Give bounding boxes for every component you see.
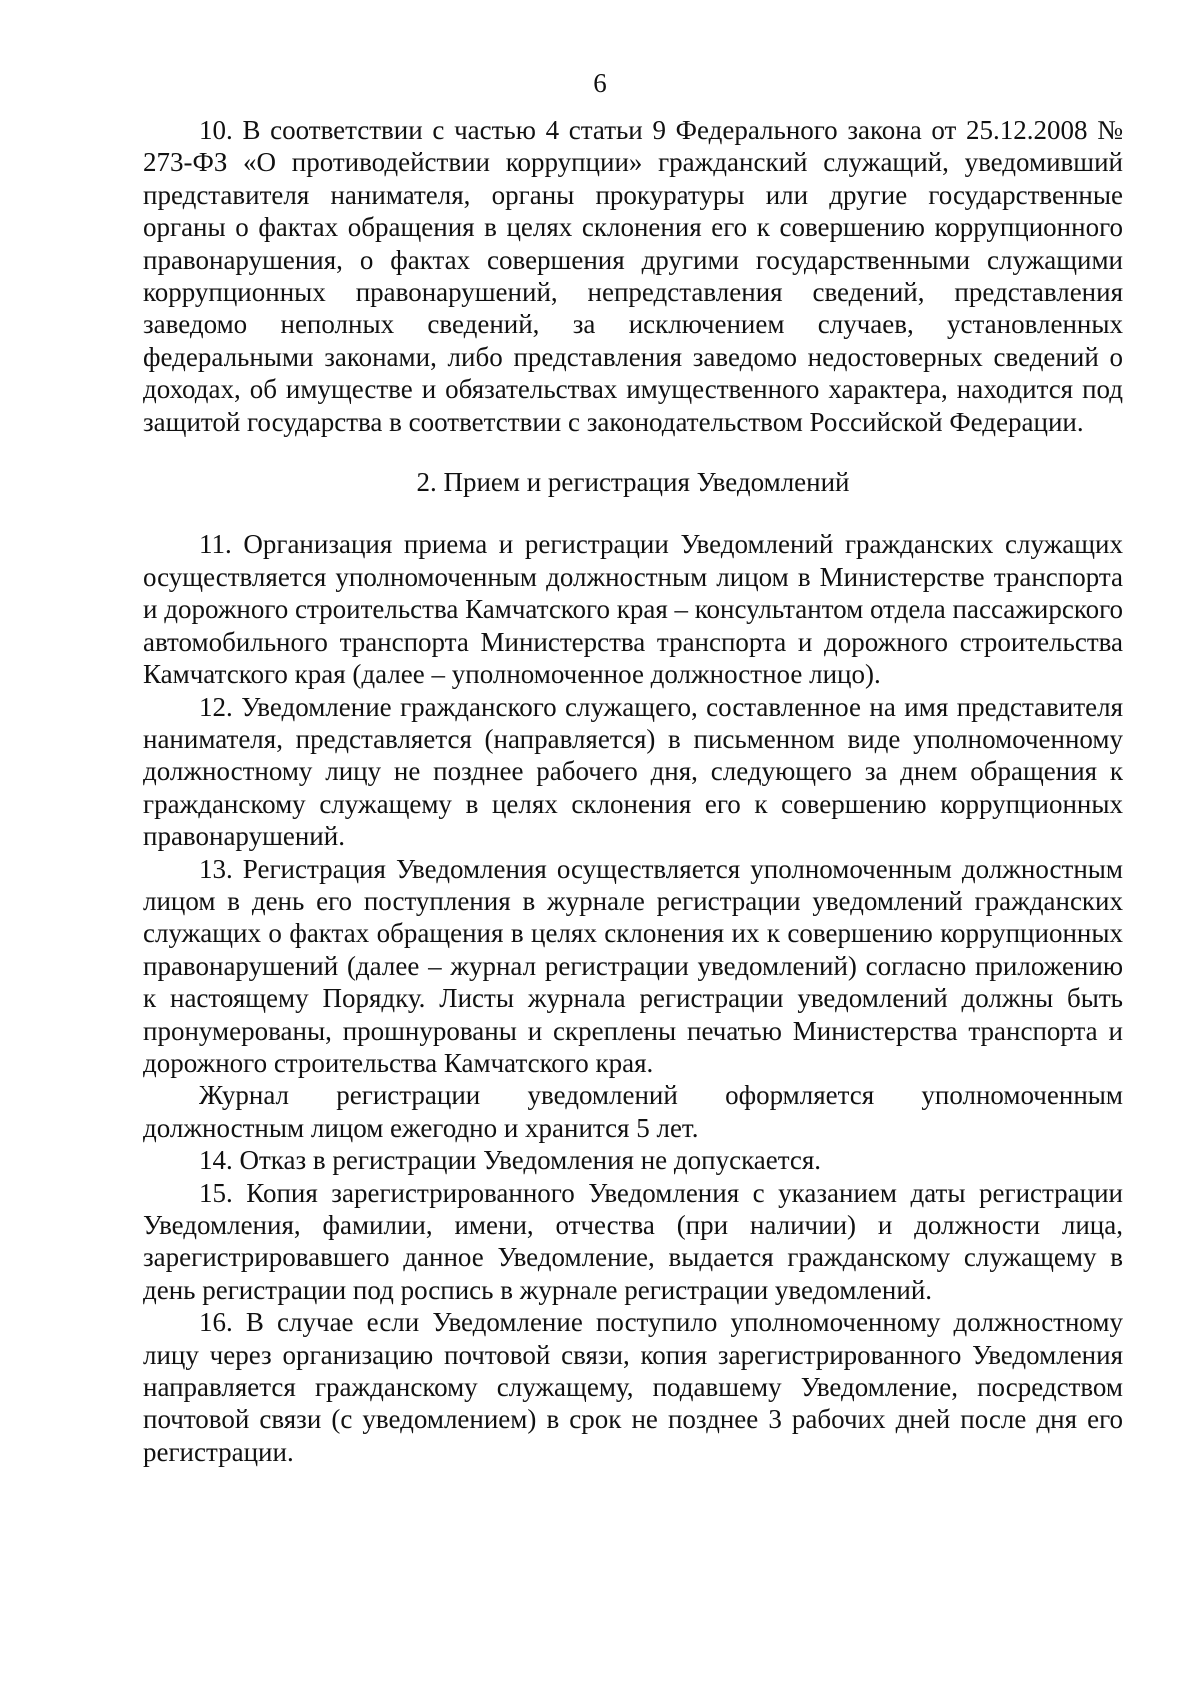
document-body xyxy=(143,114,1123,1468)
paragraph-journal: Журнал регистрации уведомлений оформляется уполномоченным должностным лицом ежегодно и хранится 5 лет. xyxy=(143,1080,1123,1143)
paragraph-12: 12. Уведомление гражданского служащего, составленное на имя представителя нанимателя, представляется (направляется) в письменном виде уполномоченному должностному лицу не позднее рабочего дня, следующего за днем обращения к гражданскому служащему в целях склонения его к совершению коррупционных правонарушений. xyxy=(143,691,1123,852)
paragraph-16: 16. В случае если Уведомление поступило уполномоченному должностному лицу через организацию почтовой связи, копия зарегистрированного Уведомления направляется гражданскому служащему, подавшему Уведомление, посредством почтовой связи (с уведомлением) в срок не позднее 3 рабочих дней после дня его регистрации. xyxy=(143,1307,1123,1467)
paragraph-11: 11. Организация приема и регистрации Уведомлений гражданских служащих осуществляется уполномоченным должностным лицом в Министерстве транспорта и дорожного строительства Камчатского края – консультантом отдела пассажирского автомобильного транспорта Министерства транспорта и дорожного строительства Камчатского края (далее – уполномоченное должностное лицо). xyxy=(143,529,1123,690)
section-heading: 2. Прием и регистрация Уведомлений xyxy=(416,467,850,498)
paragraph-14: 14. Отказ в регистрации Уведомления не допускается. xyxy=(199,1145,822,1176)
paragraph-13: 13. Регистрация Уведомления осуществляется уполномоченным должностным лицом в день его поступления в журнале регистрации уведомлений гражданских служащих о фактах обращения в целях склонения их к совершению коррупционных правонарушений (далее – журнал регистрации уведомлений) согласно приложению к настоящему Порядку. Листы журнала регистрации уведомлений должны быть пронумерованы, прошнурованы и скреплены печатью Министерства транспорта и дорожного строительства Камчатского края. xyxy=(143,853,1123,1078)
page-number: 6 xyxy=(593,68,607,98)
paragraph-15: 15. Копия зарегистрированного Уведомления с указанием даты регистрации Уведомления, фамилии, имени, отчества (при наличии) и должности лица, зарегистрировавшего данное Уведомление, выдается гражданскому служащему в день регистрации под роспись в журнале регистрации уведомлений. xyxy=(143,1177,1123,1305)
paragraph-10: 10. В соответствии с частью 4 статьи 9 Федерального закона от 25.12.2008 № 273-ФЗ «О противодействии коррупции» гражданский служащий, уведомивший представителя нанимателя, органы прокуратуры или другие государственные органы о фактах обращения в целях склонения его к совершению коррупционного правонарушения, о фактах совершения другими государственными служащими коррупционных правонарушений, непредставления сведений, представления заведомо неполных сведений, за исключением случаев, установленных федеральными законами, либо представления заведомо недостоверных сведений о доходах, об имуществе и обязательствах имущественного характера, находится под защитой государства в соответствии с законодательством Российской Федерации. xyxy=(143,115,1123,437)
